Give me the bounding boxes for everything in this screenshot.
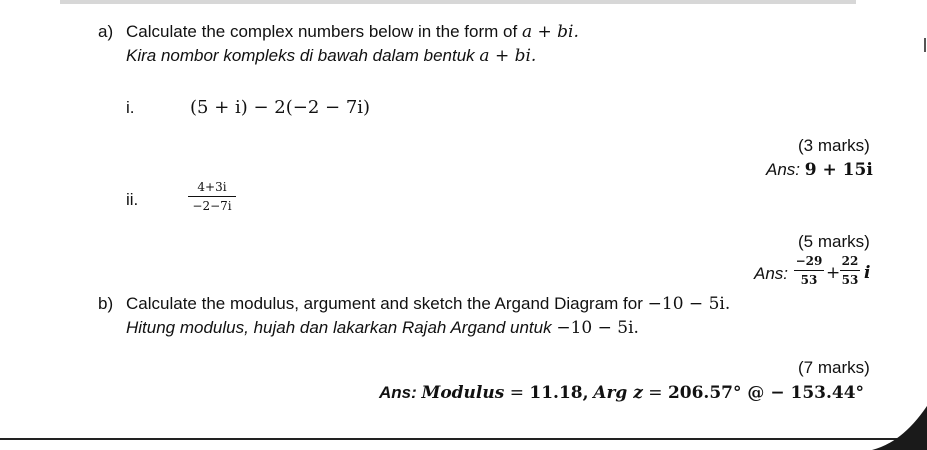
part-i-ans-label: Ans: bbox=[766, 160, 801, 179]
ans-denominator-2: 53 bbox=[841, 273, 859, 287]
page-corner-curl bbox=[872, 380, 927, 450]
part-i-ans-value: 9 + 15i bbox=[804, 160, 873, 180]
fraction-bar bbox=[794, 270, 824, 271]
question-b-arg-eq: = bbox=[642, 383, 668, 403]
part-i-answer bbox=[766, 160, 873, 180]
part-ii-ans-label: Ans: bbox=[754, 264, 789, 283]
question-b-expr-en: −10 − 5i. bbox=[647, 294, 731, 314]
part-ii-fraction bbox=[188, 180, 236, 213]
question-b-instruction-ms: Hitung modulus, hujah dan lakarkan Rajah Argand untuk bbox=[126, 318, 552, 337]
part-ii-numerator: 4+3i bbox=[197, 180, 227, 194]
question-b-instruction-en: Calculate the modulus, argument and sketch the Argand Diagram for bbox=[126, 294, 643, 313]
ans-numerator-1: −29 bbox=[795, 254, 823, 268]
question-b-ans-label: Ans: bbox=[379, 383, 417, 402]
question-b-modulus-eq: = bbox=[504, 383, 530, 403]
scroll-edge-mark bbox=[924, 38, 926, 52]
question-b-label: b) bbox=[98, 294, 114, 313]
part-ii-ans-fraction-1 bbox=[794, 254, 824, 287]
part-i-label: i. bbox=[126, 98, 135, 117]
question-a-form-ms: a + bi. bbox=[479, 46, 537, 66]
top-divider bbox=[60, 0, 856, 4]
question-b-marks: (7 marks) bbox=[798, 358, 870, 377]
question-a-text-ms bbox=[126, 46, 536, 66]
question-b-text-ms bbox=[126, 318, 639, 338]
question-b-expr-ms: −10 − 5i. bbox=[556, 318, 639, 338]
question-a-label: a) bbox=[98, 22, 114, 41]
question-a-instruction-ms: Kira nombor kompleks di bawah dalam bentuk bbox=[126, 46, 475, 65]
part-i-expression: (5 + i) − 2(−2 − 7i) bbox=[190, 97, 371, 118]
fraction-bar bbox=[188, 196, 236, 197]
ans-denominator-1: 53 bbox=[800, 273, 818, 287]
part-ii-marks: (5 marks) bbox=[798, 232, 870, 251]
bottom-divider bbox=[0, 438, 927, 440]
fraction-bar bbox=[840, 270, 860, 271]
question-b-answer bbox=[379, 383, 864, 403]
question-b-arg-value: 206.57° @ − 153.44° bbox=[667, 383, 865, 403]
question-a-instruction-en: Calculate the complex numbers below in the form of bbox=[126, 22, 518, 41]
question-a-form-en: a + bi. bbox=[521, 22, 579, 42]
question-a-text-en bbox=[126, 22, 579, 42]
part-ii-ans-fraction-2 bbox=[840, 254, 860, 287]
part-ii-label: ii. bbox=[126, 190, 139, 209]
part-ii-denominator: −2−7i bbox=[192, 199, 232, 213]
part-i-marks: (3 marks) bbox=[798, 136, 870, 155]
question-b-modulus-label: Modulus bbox=[421, 383, 505, 403]
question-b-arg-label: Arg z bbox=[593, 383, 643, 403]
ans-numerator-2: 22 bbox=[841, 254, 859, 268]
part-ii-ans-plus: + bbox=[826, 263, 841, 283]
question-b-modulus-value: 11.18, bbox=[529, 383, 589, 403]
part-ii-ans-imaginary: i bbox=[864, 263, 871, 283]
question-b-text-en bbox=[126, 294, 730, 314]
